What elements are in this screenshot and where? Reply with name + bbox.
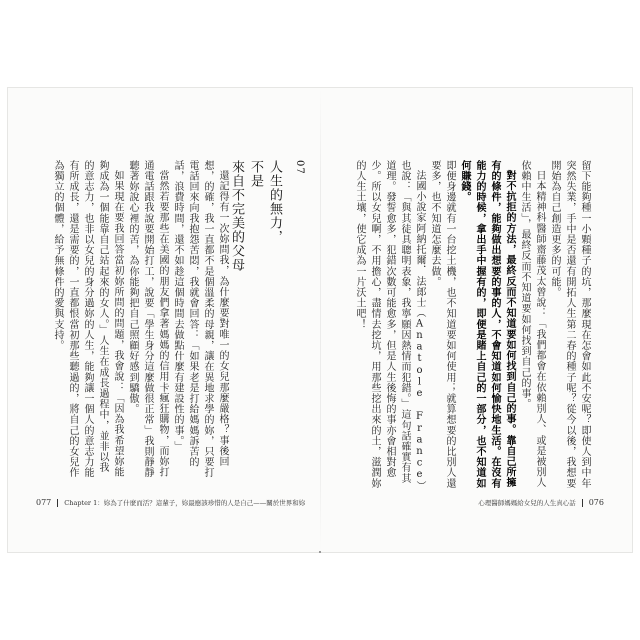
chapter-title-line-2: 不是 [248, 160, 263, 188]
left-paragraph-1: 還記得有一次妳問我，為什麼要對唯一的女兒那麼嚴格？事後回想，的確，我一直都不是個溫柔的母親，讓在異地求學的妳，只要打電話回來向我抱怨苦悶，我就會回答：「如果老是打給媽媽訴苦的話，浪費時間，還不如趁這個時間去做點什麼有建設性的事。」 [172, 160, 228, 478]
right-paragraph-3 [457, 160, 517, 490]
folio-separator [57, 499, 58, 507]
bottom-center-mark [319, 551, 321, 553]
right-paragraph-4: 即便身邊就有一台挖土機，也不知道要如何使用；就算想要的比別人還要多，也不知道怎麼去做。 [429, 160, 455, 489]
book-spread [8, 88, 632, 552]
right-paragraph-5: 法國小說家阿納托爾．法郎士（Anatole France）也說：「與其徒具聰明表象，我寧願因熱情而犯錯。」這句話確實有其道理。發誓愈多，犯錯次數可能愈多，但是人生後悔的事亦會相對愈少。所以女兒啊，不用擔心，盡情去挖坑，用那些挖出來的土，滋潤妳的人生土壤，使它成為一片沃土吧！ [354, 160, 425, 489]
left-paragraph-2: 當然若要那些在美國的朋友們拿著媽媽的信用卡瘋狂購物，而妳打通電話跟我說要開始打工，說要「學生身分這麼做很正常」我則靜靜聽著妳說心裡的苦，為你能夠把自己照顧好感到驕傲。 [127, 160, 168, 478]
right-running-head: 心理醫師媽媽給女兒的人生真心話 [478, 499, 576, 507]
left-folio [36, 498, 305, 507]
folio-separator [582, 499, 583, 507]
right-paragraph-2: 日本精神科醫師齋藤茂太曾說：「我們都會在依賴別人、或是被別人依賴中生活」，最終反而不知道要如何找到自己的事。 [519, 160, 545, 488]
left-paragraph-3: 如果現在要我回答當初妳所問的問題，我會說：「因為我希望妳能夠成為一個能靠自己站起來的女人。」人生在成長過程中，並非以我的意志力，也非以女兒的身分過妳的人生，能夠讓一個人的意志力能有所成長，還是需要的，一直都恨當初那些聽過的，將自己的女兒作為獨立的個體，給予無條件的愛與支持。 [52, 160, 123, 478]
right-page [321, 88, 632, 552]
right-paragraph-1: 留下能夠種一小顆種子的坑，那麼現在怎會如此不安呢？即使人到中年突然失業，手中是否還有開拓人生第二春的種子呢？從今以後，我想要開始為自己創造更多的可能。 [549, 160, 590, 489]
chapter-title [227, 160, 284, 272]
chapter-number: 07 [294, 160, 305, 175]
left-body-text [50, 160, 230, 480]
chapter-title-line-3: 來自不完美的父母 [229, 160, 244, 272]
bold-phrase: 對不抗拒的方法，最終反而不知道要如何找到自己的事。靠自己所擁有的條件，能夠做出想要的事的人，不會知道如何愉快地生活。在沒有能力的時候，拿出手中握有的，即便是賭上自己的一部分，也不知道如何賺錢。 [459, 160, 515, 489]
right-body-text [352, 160, 592, 490]
chapter-title-line-1: 人生的無力， [267, 160, 282, 244]
right-folio [478, 498, 604, 507]
left-page-number: 077 [36, 498, 52, 507]
left-running-head: Chapter 1：妳為了什麼而活？這輩子，妳最應該珍惜的人是自己——關於世界和妳 [64, 499, 306, 507]
left-page [8, 88, 320, 552]
right-page-number: 076 [588, 498, 604, 507]
